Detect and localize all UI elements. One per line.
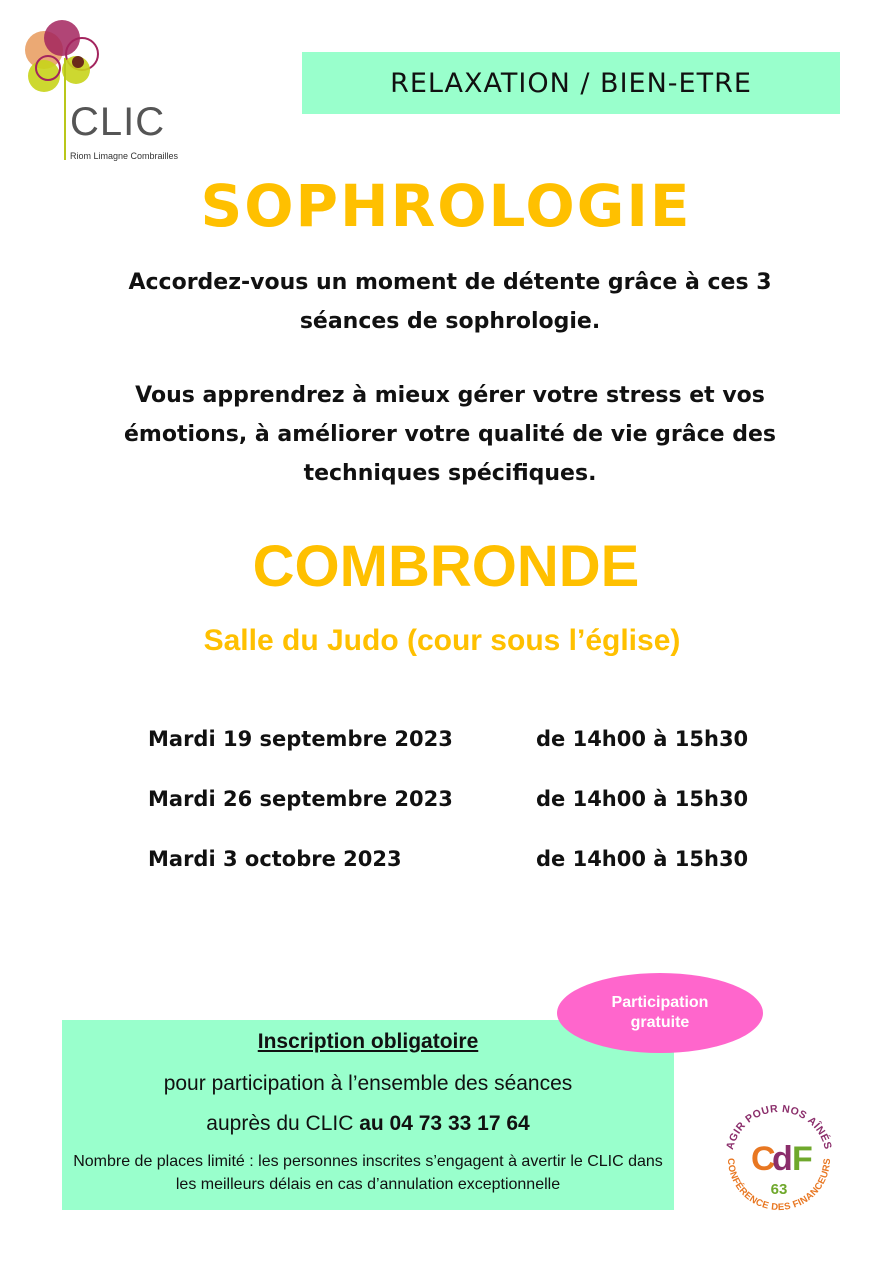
clic-logo-name: CLIC	[70, 100, 166, 144]
cdf-mark-d: d	[772, 1140, 793, 1178]
registration-note: Nombre de places limité : les personnes inscrites s’engagent à avertir le CLIC dans les meilleurs délais en cas d’annulation exceptionnelle	[73, 1153, 663, 1193]
session-date: Mardi 19 septembre 2023	[148, 727, 453, 751]
cdf-mark-f: F	[792, 1140, 813, 1178]
session-row	[148, 847, 768, 877]
cdf-seal-icon	[714, 1094, 844, 1224]
category-banner	[302, 52, 840, 114]
cdf-mark-c: C	[751, 1140, 776, 1178]
badge-line-2: gratuite	[630, 1014, 690, 1031]
registration-line-1: pour participation à l’ensemble des séances	[163, 1072, 573, 1095]
cdf-top-text: AGIR POUR NOS AÎNÉS	[724, 1102, 834, 1151]
clic-logo	[20, 18, 190, 168]
free-participation-badge	[557, 973, 763, 1053]
session-row	[148, 727, 768, 757]
clic-logo-subtitle: Riom Limagne Combrailles	[70, 151, 179, 161]
city-heading: COMBRONDE	[252, 534, 640, 599]
category-label: RELAXATION / BIEN-ETRE	[390, 67, 752, 99]
cdf-bottom-text: CONFÉRENCE DES FINANCEURS	[724, 1157, 834, 1214]
cdf-number: 63	[770, 1181, 788, 1198]
registration-box	[62, 1020, 674, 1210]
session-time: de 14h00 à 15h30	[536, 787, 749, 811]
session-time: de 14h00 à 15h30	[536, 847, 749, 871]
registration-contact-prefix: auprès du CLIC	[206, 1112, 360, 1135]
clic-logo-circles-icon	[20, 18, 190, 168]
badge-line-1: Participation	[611, 994, 709, 1011]
intro-paragraph-1: Accordez-vous un moment de détente grâce à ces 3 séances de sophrologie.	[128, 270, 772, 334]
session-date: Mardi 3 octobre 2023	[148, 847, 402, 871]
session-time: de 14h00 à 15h30	[536, 727, 749, 751]
page-title: SOPHROLOGIE	[200, 172, 692, 240]
registration-title: Inscription obligatoire	[257, 1030, 479, 1053]
intro-paragraph-2: Vous apprendrez à mieux gérer votre stress et vos émotions, à améliorer votre qualité de vie grâce des techniques spécifiques.	[123, 383, 777, 486]
registration-phone: au 04 73 33 17 64	[359, 1112, 530, 1135]
session-row	[148, 787, 768, 817]
cdf-logo	[714, 1094, 844, 1224]
venue-subheading: Salle du Judo (cour sous l’église)	[203, 624, 681, 657]
session-date: Mardi 26 septembre 2023	[148, 787, 453, 811]
registration-line-2	[62, 1112, 674, 1136]
